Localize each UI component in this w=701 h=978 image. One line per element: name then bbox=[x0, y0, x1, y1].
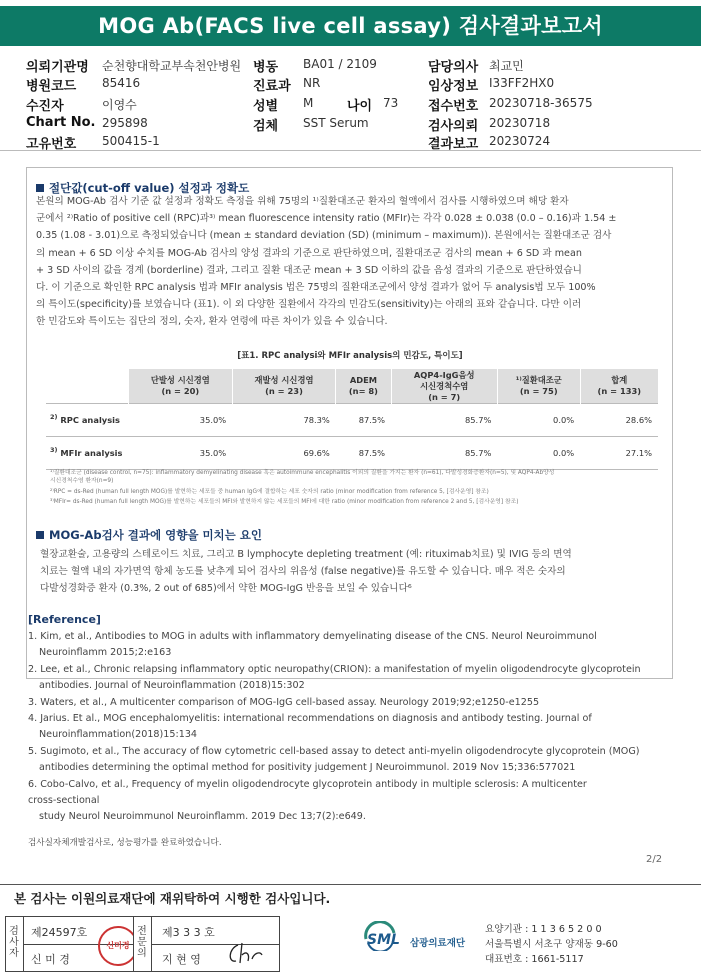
sensitivity-table bbox=[46, 369, 658, 470]
chart-no-label: Chart No. bbox=[26, 115, 96, 130]
report-date-label: 결과보고 bbox=[428, 137, 479, 152]
tester-license: 제24597호 bbox=[31, 926, 88, 939]
reference-line: 4. Jarius. Et al., MOG encephalomyelitis: international recommendations on diagnosis and antibody testing. Journal of bbox=[28, 713, 592, 725]
tester-label: 검 사 자 bbox=[9, 926, 19, 959]
institution-label: 의뢰기관명 bbox=[26, 60, 89, 75]
table-caption: [표1. RPC analysi와 MFIr analysis의 민감도, 특이도] bbox=[237, 351, 463, 361]
bullet-square-icon bbox=[36, 531, 44, 539]
reference-title: [Reference] bbox=[28, 613, 101, 626]
cutoff-heading-text: 절단값(cut-off value) 설정과 정확도 bbox=[49, 181, 250, 195]
unique-no-value: 500415-1 bbox=[102, 134, 160, 148]
table-cell: 0.0% bbox=[497, 404, 580, 437]
reference-line: study Neurol Neuroimmunol Neuroinflamm. 2019 Dec 13;7(2):e649. bbox=[39, 811, 366, 823]
sex-label: 성별 bbox=[253, 99, 279, 114]
tester-name: 신 미 경 bbox=[31, 953, 70, 966]
unique-no-label: 고유번호 bbox=[26, 137, 77, 152]
footer-divider bbox=[0, 884, 701, 885]
influence-paragraph bbox=[40, 546, 665, 598]
tester-seal-icon: 신미경 bbox=[98, 926, 138, 966]
table-cell: 87.5% bbox=[336, 404, 391, 437]
table-cell: 85.7% bbox=[391, 437, 497, 470]
text-line: 혈장교환술, 고용량의 스테로이드 치료, 그리고 B lymphocyte depleting treatment (예: rituximab치료) 및 IVIG 등의 면역 bbox=[40, 549, 572, 560]
hospital-code-value: 85416 bbox=[102, 76, 141, 90]
table-corner bbox=[46, 369, 129, 404]
ward-label: 병동 bbox=[253, 60, 279, 75]
chart-no-value: 295898 bbox=[102, 116, 148, 130]
text-line: + 3 SD 사이의 값을 경계 (borderline) 결과, 그리고 질환 대조군 mean + 3 SD 이하의 값을 음성 결과의 기준으로 판단하였습니 bbox=[36, 264, 582, 276]
table-cell: 0.0% bbox=[497, 437, 580, 470]
table-cell: 35.0% bbox=[129, 404, 233, 437]
patient-label: 수진자 bbox=[26, 99, 64, 114]
header-divider bbox=[0, 150, 701, 151]
dept-label: 진료과 bbox=[253, 79, 291, 94]
table-row bbox=[46, 404, 658, 437]
lab-address: 서울특별시 서초구 양재동 9-60 bbox=[485, 939, 618, 950]
table-cell: 69.6% bbox=[232, 437, 336, 470]
column-header: ADEM (n= 8) bbox=[336, 369, 391, 404]
table-cell: 28.6% bbox=[580, 404, 658, 437]
table-footnote: ¹⁾질환대조군 (disease control, n=75): inflammatory demyelinating disease 혹은 autoimmune encephalitis 이외의 질환을 가지는 환자 (n=61), 다발성경화증환자(n=5), 및 AQP4-Ab양성 bbox=[50, 470, 555, 476]
table-row bbox=[46, 437, 658, 470]
text-line: 치료는 혈액 내의 자가면역 항체 농도를 낮추게 되어 검사의 위음성 (false negative)를 유도할 수 있습니다. 매우 적은 숫자의 bbox=[40, 566, 566, 578]
table-footnote: ²⁾RPC = ds-Red (human full length MOG)를 발현하는 세포들 중 human IgG에 결합하는 세포 숫자의 ratio (minor modification from reference 5, [검사운영] 참조) bbox=[50, 489, 489, 495]
specimen-value: SST Serum bbox=[303, 116, 369, 130]
dept-value: NR bbox=[303, 76, 321, 90]
text-line: 다발성경화증 환자 (0.3%, 2 out of 685)에서 약한 MOG-IgG 반응을 보일 수 있습니다⁶ bbox=[40, 583, 412, 595]
text-line: 한 민감도와 특이도는 집단의 정의, 숫자, 환자 연령에 따른 차이가 있을 수 있습니다. bbox=[36, 316, 388, 328]
reference-line: antibodies determining the optimal method for positivity judgement J Neuroimmunol. 2019 Nov 15;336:577021 bbox=[39, 762, 576, 774]
bullet-square-icon bbox=[36, 184, 44, 192]
report-title: MOG Ab(FACS live cell assay) 검사결과보고서 bbox=[0, 6, 701, 46]
column-header: AQP4-IgG음성 시신경척수염 (n = 7) bbox=[391, 369, 497, 404]
ward-value: BA01 / 2109 bbox=[303, 57, 377, 71]
receipt-no-value: 20230718-36575 bbox=[489, 96, 593, 110]
text-line: 0.35 (1.08 - 3.01)으로 측정되었습니다 (mean ± standard deviation (SD) (minimum – maximum)). 본원에서는 질환대조군 검사 bbox=[36, 230, 612, 242]
column-header: 단발성 시신경염 (n = 20) bbox=[129, 369, 233, 404]
reference-line: cross-sectional bbox=[28, 795, 100, 807]
patient-value: 이영수 bbox=[102, 98, 137, 112]
request-date-label: 검사의뢰 bbox=[428, 119, 479, 134]
age-label: 나이 bbox=[347, 99, 373, 114]
reference-line: antibodies. Journal of Neuroinflammation (2018)15:302 bbox=[39, 680, 305, 692]
table-footnote: 시신경척수염 환자(n=9) bbox=[50, 478, 114, 484]
referral-notice: 본 검사는 이원의료재단에 재위탁하여 시행한 검사입니다. bbox=[14, 891, 331, 906]
table-header-row bbox=[46, 369, 658, 404]
institution-value: 순천향대학교부속천안병원 bbox=[102, 59, 242, 73]
reviewer-label: 전 문 의 bbox=[137, 926, 147, 959]
clinical-info-label: 임상정보 bbox=[428, 79, 479, 94]
reviewer-signature-icon bbox=[224, 941, 264, 967]
table-cell: 85.7% bbox=[391, 404, 497, 437]
reviewer-license: 제3 3 3 호 bbox=[162, 926, 215, 939]
influence-heading-text: MOG-Ab검사 결과에 영향을 미치는 요인 bbox=[49, 528, 262, 542]
text-line: 다. 이 기준으로 확인한 RPC analysis 법과 MFIr analysis 법은 75명의 질환대조군에서 양성 결과가 없어 두 analysis법 모두 100% bbox=[36, 282, 596, 294]
institution-code: 요양기관 : 1 1 3 6 5 2 0 0 bbox=[485, 924, 602, 935]
column-header: 재발성 시신경염 (n = 23) bbox=[232, 369, 336, 404]
lab-org-name: 삼광의료재단 bbox=[410, 938, 466, 949]
cutoff-paragraph bbox=[36, 193, 658, 331]
age-value: 73 bbox=[383, 96, 399, 110]
row-label: $^{3)}$ MFIr analysis bbox=[46, 437, 129, 470]
reference-line: 1. Kim, et al., Antibodies to MOG in adults with inflammatory demyelinating disease of the CNS. Neurol Neuroimmunol bbox=[28, 631, 597, 642]
sex-value: M bbox=[303, 96, 314, 110]
text-line: 군에서 ²⁾Ratio of positive cell (RPC)과³⁾ mean fluorescence intensity ratio (MFIr)는 각각 0.028 ± 0.038 (0.0 – 0.16)과 1.54 ± bbox=[36, 213, 617, 225]
reference-line: 2. Lee, et al., Chronic relapsing inflammatory optic neuropathy(CRION): a manifestation of myelin oligodendrocyte glycoprotein bbox=[28, 663, 641, 675]
receipt-no-label: 접수번호 bbox=[428, 99, 479, 114]
text-line: 의 mean + 6 SD 이상 수치를 MOG-Ab 검사의 양성 결과의 기준으로 판단하였으며, 질환대조군 검사의 mean + 6 SD 과 mean bbox=[36, 247, 582, 259]
reference-line: Neuroinflamm 2015;2:e163 bbox=[39, 647, 172, 659]
lab-phone: 대표번호 : 1661-5117 bbox=[485, 954, 584, 965]
table-cell: 87.5% bbox=[336, 437, 391, 470]
row-label: $^{2)}$ RPC analysis bbox=[46, 404, 129, 437]
text-line: 본원의 MOG-Ab 검사 기준 값 설정과 정확도 측정을 위해 75명의 ¹⁾질환대조군 환자의 혈액에서 검사를 시행하였으며 해당 환자 bbox=[36, 196, 569, 207]
reference-line: Neuroinflammation(2018)15:134 bbox=[39, 729, 198, 741]
influence-section-heading bbox=[36, 527, 262, 543]
table-cell: 78.3% bbox=[232, 404, 336, 437]
clinical-info-value: I33FF2HX0 bbox=[489, 76, 555, 90]
request-date-value: 20230718 bbox=[489, 116, 551, 130]
reference-list bbox=[28, 629, 668, 826]
completion-note: 검사실자체개발검사로, 성능평가를 완료하였습니다. bbox=[28, 838, 222, 848]
reviewer-name: 지 현 영 bbox=[162, 953, 201, 966]
specimen-label: 검체 bbox=[253, 119, 279, 134]
sml-logo-text: SML bbox=[367, 932, 400, 948]
physician-value: 최교민 bbox=[489, 59, 524, 73]
physician-label: 담당의사 bbox=[428, 60, 479, 75]
reference-line: 5. Sugimoto, et al., The accuracy of flow cytometric cell-based assay to detect anti-myelin oligodendrocyte glycoprotein (MOG) bbox=[28, 745, 640, 757]
page-number: 2/2 bbox=[646, 854, 663, 865]
table-cell: 27.1% bbox=[580, 437, 658, 470]
column-header: 합계 (n = 133) bbox=[580, 369, 658, 404]
reference-line: 6. Cobo-Calvo, et al., Frequency of myelin oligodendrocyte glycoprotein antibody in multiple sclerosis: A multicenter bbox=[28, 778, 587, 790]
reviewer-signature-box bbox=[133, 916, 280, 972]
table-footnote: ³⁾MFIr= ds-Red (human full length MOG)를 발현하는 세포들의 MFI와 발현하지 않는 세포들의 MFI에 대한 ratio (minor modification from reference 2 and 5, [검사운영] 참조) bbox=[50, 499, 519, 505]
column-header: ¹⁾질환대조군 (n = 75) bbox=[497, 369, 580, 404]
report-date-value: 20230724 bbox=[489, 134, 551, 148]
text-line: 의 특이도(specificity)를 보였습니다 (표1). 이 외 다양한 질환에서 각각의 민감도(sensitivity)는 아래의 표와 같습니다. 다만 이러 bbox=[36, 299, 582, 311]
table-cell: 35.0% bbox=[129, 437, 233, 470]
reference-line: 3. Waters, et al., A multicenter comparison of MOG-IgG cell-based assay. Neurology 2019;92;e1250-e1255 bbox=[28, 696, 540, 708]
hospital-code-label: 병원코드 bbox=[26, 79, 77, 94]
